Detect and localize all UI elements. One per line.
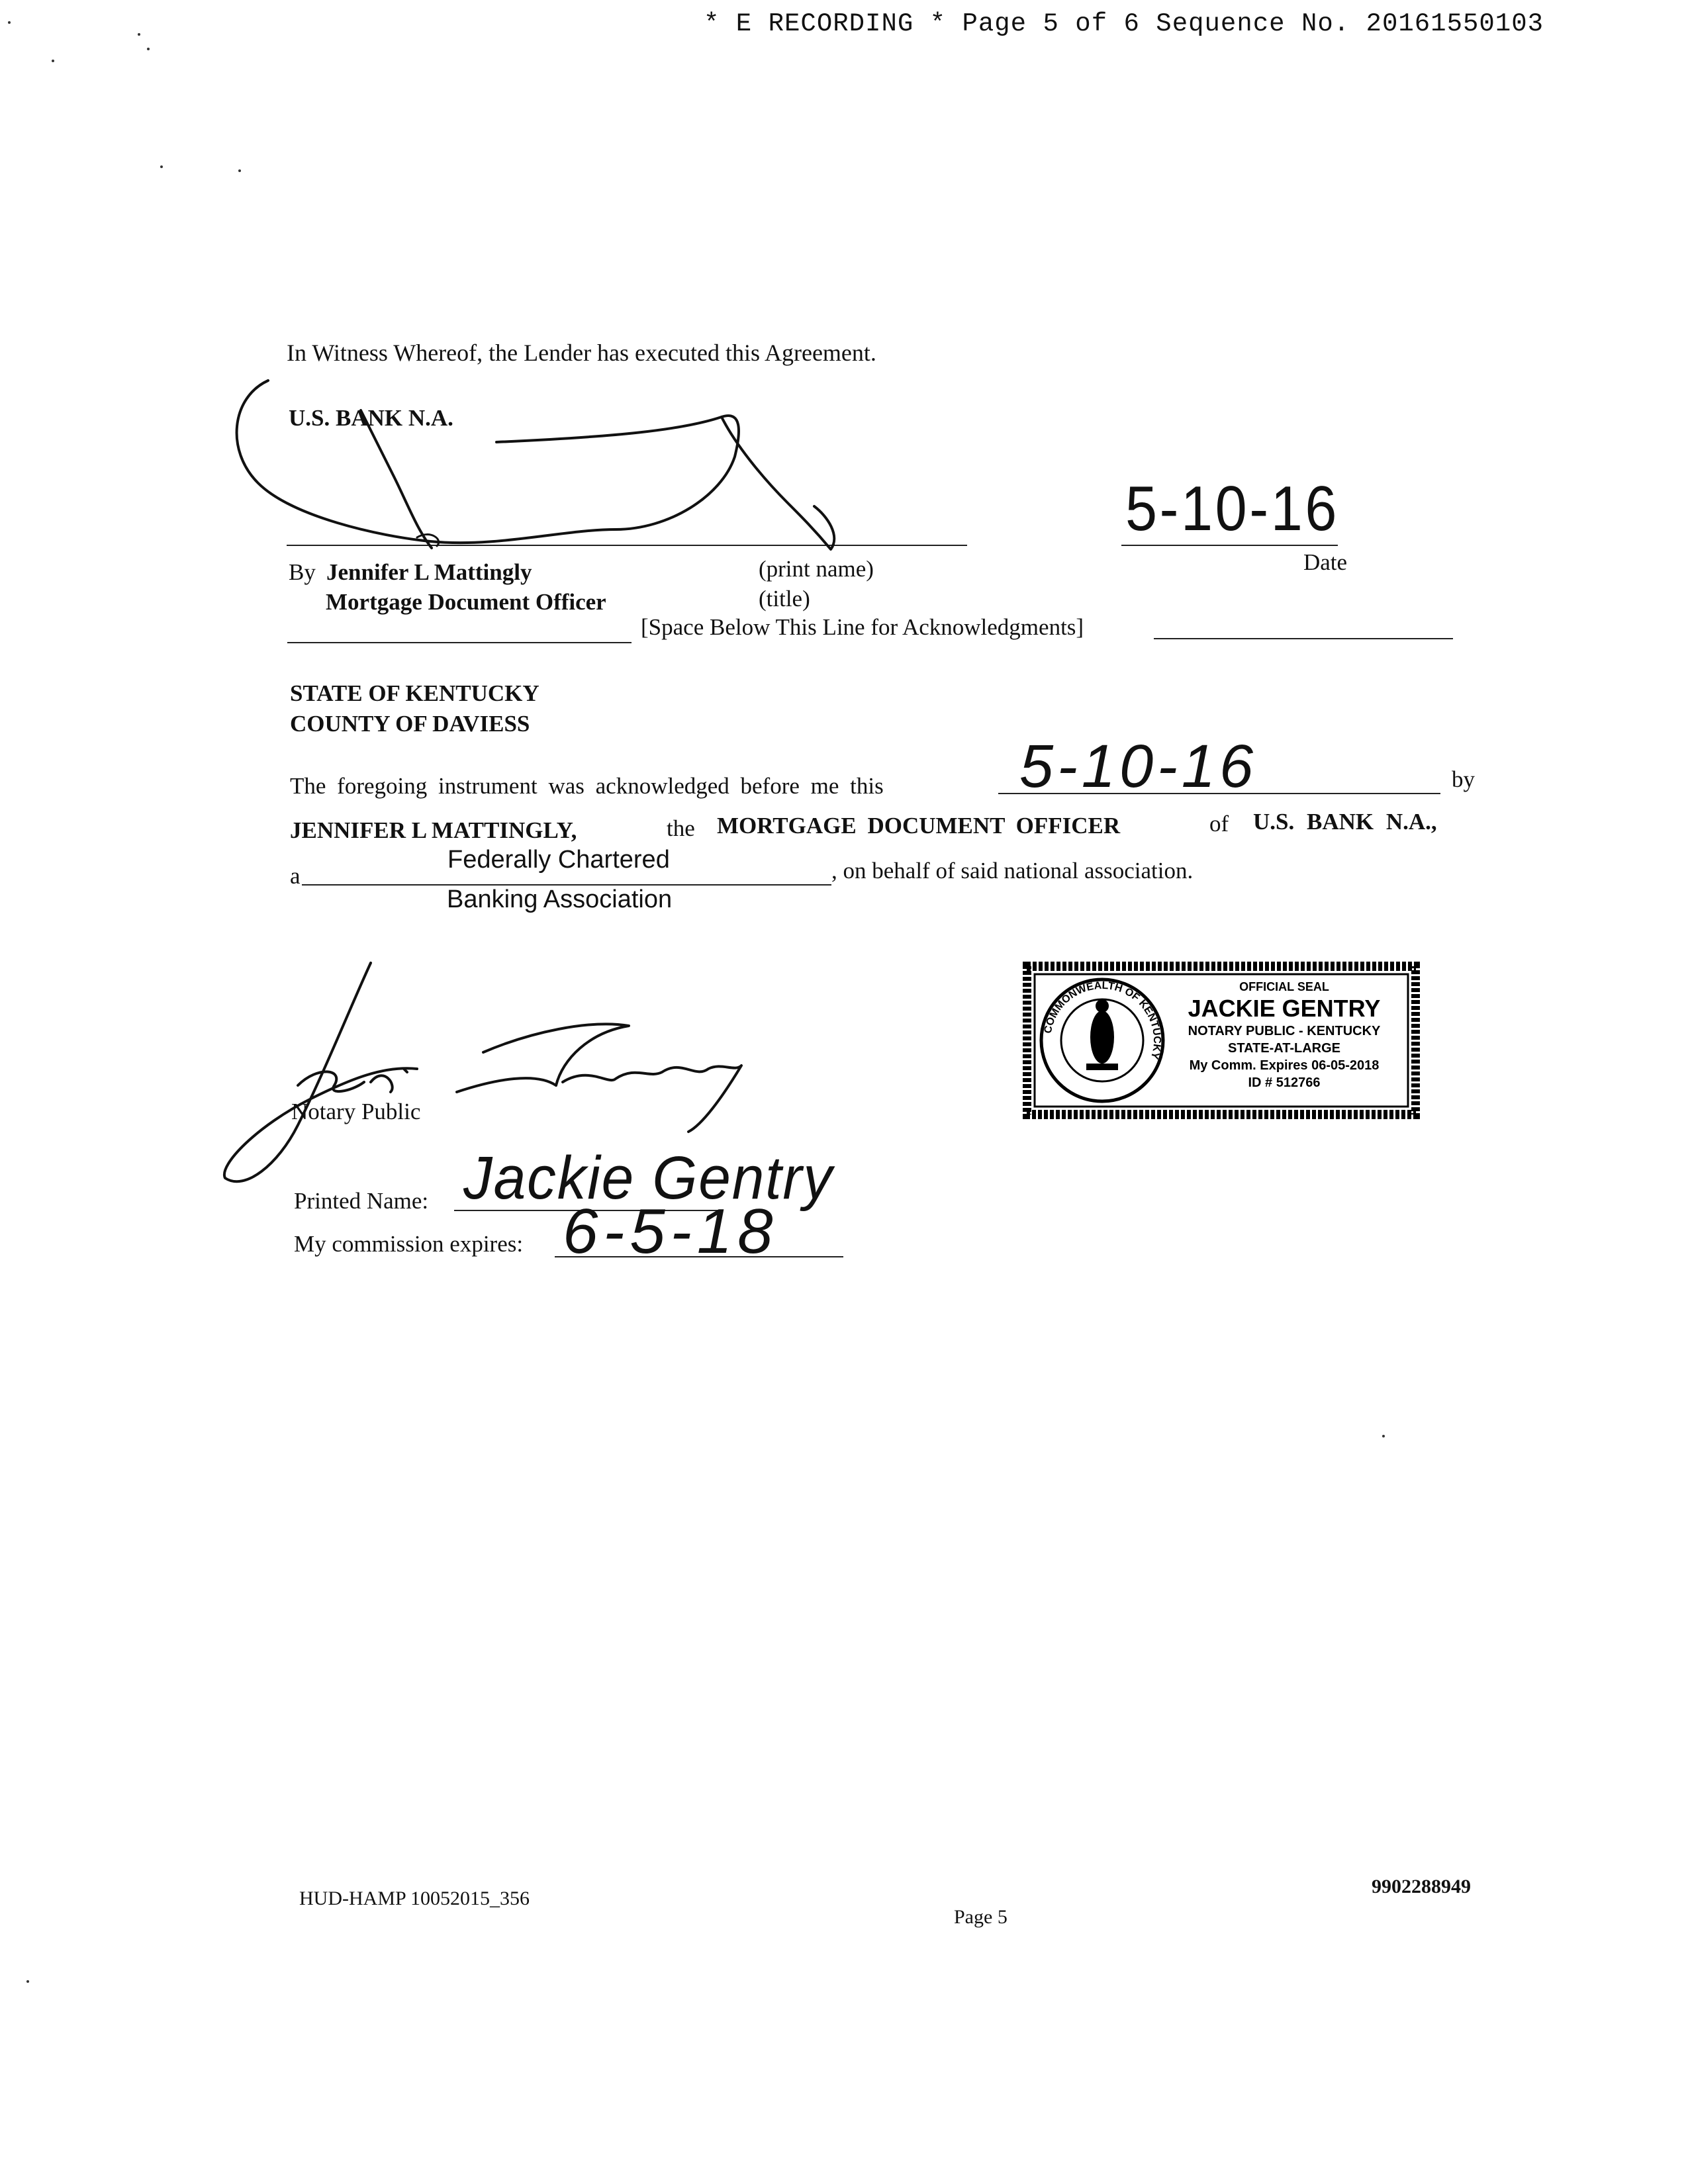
scan-speck bbox=[138, 33, 140, 36]
form-id: HUD-HAMP 10052015_356 bbox=[299, 1888, 530, 1909]
seal-line-3: NOTARY PUBLIC - KENTUCKY bbox=[1188, 1024, 1381, 1038]
seal-text bbox=[1165, 981, 1403, 1089]
recording-banner: * E RECORDING * Page 5 of 6 Sequence No. 20161550103 bbox=[704, 9, 1544, 38]
commission-handwritten: 6-5-18 bbox=[563, 1196, 778, 1267]
ack-title-caps: MORTGAGE DOCUMENT OFFICER bbox=[717, 813, 1121, 839]
separator-line-left bbox=[287, 642, 632, 643]
signer-title: Mortgage Document Officer bbox=[326, 589, 606, 615]
seal-line-4: STATE-AT-LARGE bbox=[1228, 1041, 1340, 1056]
loan-number: 9902288949 bbox=[1372, 1876, 1471, 1897]
witness-statement: In Witness Whereof, the Lender has executed this Agreement. bbox=[287, 340, 876, 366]
seal-ring-text bbox=[1023, 961, 1182, 1120]
handwritten-ack-date: 5-10-16 bbox=[1019, 733, 1258, 800]
date-label: Date bbox=[1303, 549, 1348, 575]
lender-signature-scribble bbox=[218, 371, 914, 569]
separator-line-right bbox=[1154, 638, 1453, 639]
scan-speck bbox=[1382, 1435, 1385, 1437]
ack-a-word: a bbox=[290, 863, 301, 889]
county-heading: COUNTY OF DAVIESS bbox=[290, 711, 530, 737]
seal-line-1: OFFICIAL SEAL bbox=[1239, 980, 1329, 993]
commission-label: My commission expires: bbox=[294, 1231, 524, 1257]
printed-name-label: Printed Name: bbox=[294, 1188, 429, 1214]
seal-line-2: JACKIE GENTRY bbox=[1188, 995, 1381, 1022]
entity-type-line-1: Federally Chartered bbox=[447, 846, 670, 874]
seal-line-5: My Comm. Expires 06-05-2018 bbox=[1189, 1058, 1380, 1073]
signer-name: Jennifer L Mattingly bbox=[326, 559, 532, 585]
state-heading: STATE OF KENTUCKY bbox=[290, 680, 539, 706]
acknowledgment-separator: [Space Below This Line for Acknowledgments] bbox=[641, 614, 1084, 640]
svg-text:COMMONWEALTH OF KENTUCKY bbox=[1043, 980, 1162, 1061]
ack-of-word: of bbox=[1209, 811, 1229, 837]
scan-speck bbox=[52, 60, 54, 62]
seal-ring-label: COMMONWEALTH OF KENTUCKY bbox=[1042, 979, 1163, 1061]
seal-line-6: ID # 512766 bbox=[1248, 1075, 1321, 1090]
title-label: (title) bbox=[759, 586, 810, 612]
notary-public-label: Notary Public bbox=[291, 1099, 421, 1124]
lender-name: U.S. BANK N.A. bbox=[289, 405, 453, 431]
scan-speck bbox=[8, 21, 11, 24]
page-number: Page 5 bbox=[954, 1906, 1008, 1928]
ack-the-word: the bbox=[667, 815, 695, 841]
by-prefix: By bbox=[289, 559, 316, 585]
ack-by-word: by bbox=[1452, 766, 1475, 792]
acknowledgment-line-1: The foregoing instrument was acknowledged before me this bbox=[290, 773, 884, 799]
scan-speck bbox=[160, 165, 163, 168]
printed-name-handwritten: Jackie Gentry bbox=[463, 1144, 834, 1212]
ack-bank-caps: U.S. BANK N.A., bbox=[1253, 809, 1437, 835]
scan-speck bbox=[26, 1980, 29, 1983]
scan-speck bbox=[238, 169, 241, 172]
ack-signer-caps: JENNIFER L MATTINGLY, bbox=[290, 817, 577, 843]
scan-speck bbox=[147, 48, 150, 50]
entity-type-line-2: Banking Association bbox=[447, 886, 673, 913]
on-behalf-text: , on behalf of said national association. bbox=[831, 858, 1194, 884]
print-name-label: (print name) bbox=[759, 556, 874, 582]
handwritten-signed-date: 5-10-16 bbox=[1125, 473, 1340, 544]
notary-seal-stamp bbox=[1023, 961, 1420, 1120]
